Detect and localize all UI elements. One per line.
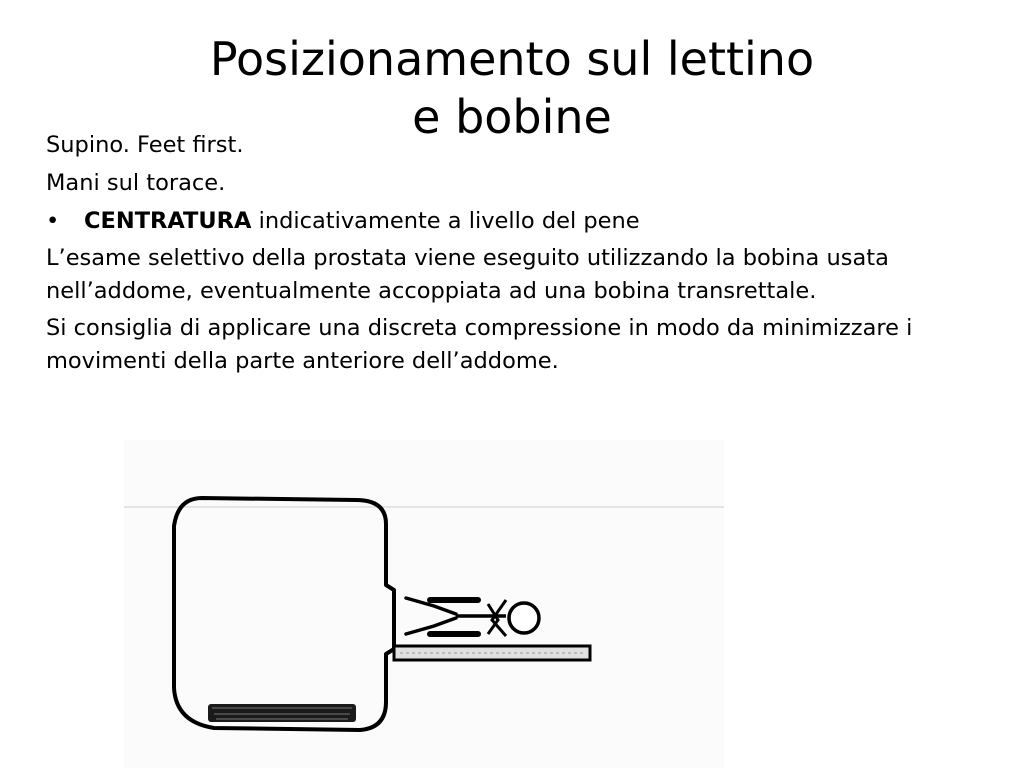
patient-shoulders-back — [492, 600, 506, 636]
text-coil-paragraph: L’esame selettivo della prostata viene eseguito utilizzando la bobina usata nell’addome, eventualmente accoppiata ad una bobina transrettale. — [46, 245, 889, 304]
patient-positioning-illustration — [124, 440, 724, 768]
positioning-sketch — [124, 440, 724, 768]
patient-head — [509, 603, 539, 633]
text-hands-position: Mani sul torace. — [46, 170, 226, 196]
text-compression-paragraph: Si consiglia di applicare una discreta compressione in modo da minimizzare i movimenti della parte anteriore dell’addome. — [46, 315, 913, 374]
title-line-1: Posizionamento sul lettino — [209, 32, 815, 86]
scanner-gantry — [174, 498, 394, 730]
slide-body — [46, 128, 976, 378]
bullet-centering-keyword: CENTRATURA — [84, 208, 252, 234]
bullet-centering — [46, 204, 976, 238]
bullet-marker: • — [46, 208, 60, 234]
text-supine-position: Supino. Feet first. — [46, 132, 244, 158]
title-line-2: e bobine — [412, 90, 612, 144]
bullet-centering-text: indicativamente a livello del pene — [251, 208, 640, 234]
